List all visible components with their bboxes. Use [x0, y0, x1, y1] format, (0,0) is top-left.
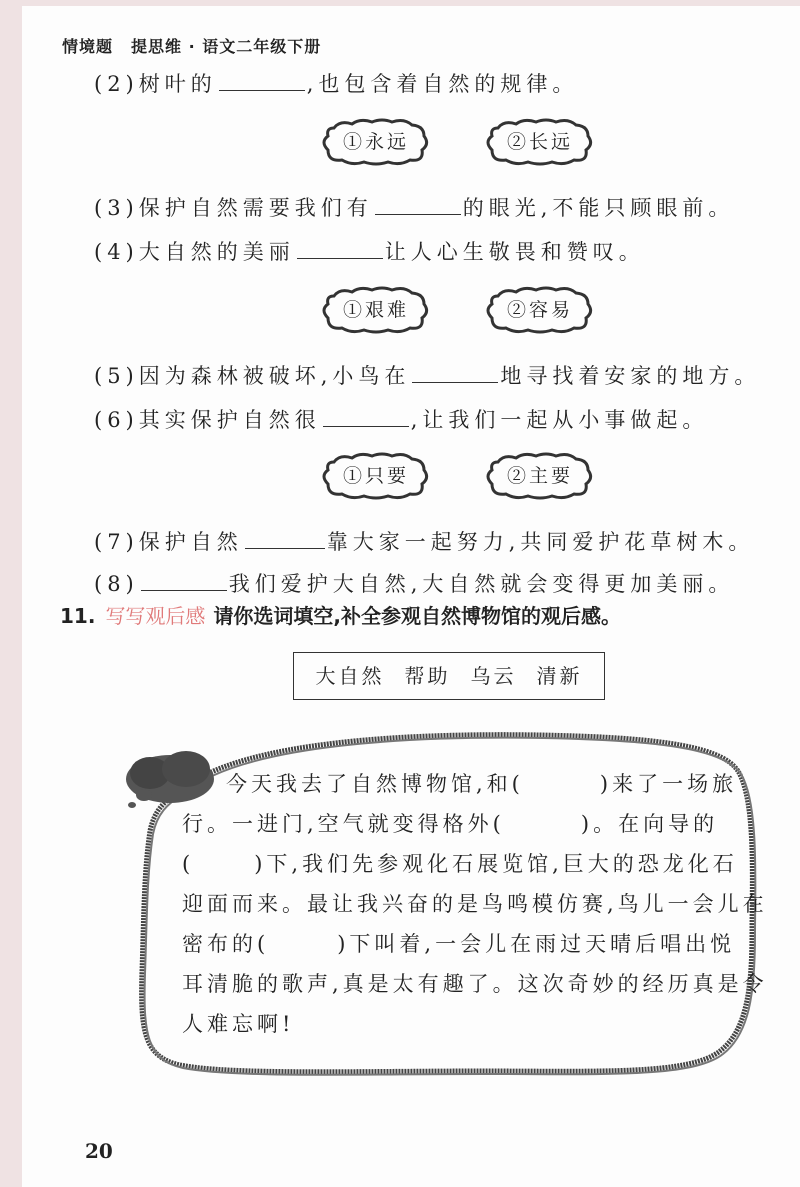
option-cloud[interactable]: ②主要 — [484, 452, 596, 500]
passage-line: 迎面而来。最让我兴奋的是鸟鸣模仿赛,鸟儿一会儿在 — [182, 892, 768, 916]
answer-blank[interactable] — [297, 236, 383, 259]
option-cloud[interactable]: ①永远 — [320, 118, 432, 166]
answer-blank[interactable] — [412, 360, 498, 383]
answer-blank[interactable] — [219, 68, 305, 91]
word-option: 清新 — [536, 664, 583, 688]
answer-blank[interactable] — [245, 526, 325, 549]
question-3: (3)保护自然需要我们有 的眼光,不能只顾眼前。 — [94, 192, 734, 222]
word-option: 大自然 — [315, 664, 385, 688]
question-instruction: 请你选词填空,补全参观自然博物馆的观后感。 — [213, 604, 622, 628]
header-section: 情境题 — [62, 37, 114, 56]
option-cloud[interactable]: ②长远 — [484, 118, 596, 166]
passage-line: ( )下,我们先参观化石展览馆,巨大的恐龙化石 — [182, 852, 738, 876]
passage-line: 密布的( )下叫着,一会儿在雨过天晴后唱出悦 — [182, 932, 736, 956]
word-option: 乌云 — [470, 664, 517, 688]
question-4: (4)大自然的美丽 让人心生敬畏和赞叹。 — [94, 236, 645, 266]
passage-line: 行。一进门,空气就变得格外( )。在向导的 — [182, 812, 719, 836]
answer-blank[interactable] — [323, 404, 409, 427]
question-8: (8) 我们爱护大自然,大自然就会变得更加美丽。 — [94, 568, 734, 598]
passage-line: 人难忘啊! — [182, 1012, 295, 1036]
answer-blank[interactable] — [375, 192, 461, 215]
reflection-passage — [182, 764, 768, 1044]
question-2: (2)树叶的 ,也包含着自然的规律。 — [94, 68, 578, 98]
option-cloud[interactable]: ②容易 — [484, 286, 596, 334]
page-header — [62, 34, 321, 57]
word-bank — [293, 652, 605, 700]
section-tag: 写写观后感 — [105, 604, 206, 628]
passage-line: 今天我去了自然博物馆,和( )来了一场旅 — [226, 772, 738, 796]
passage-line: 耳清脆的歌声,真是太有趣了。这次奇妙的经历真是令 — [182, 972, 768, 996]
option-cloud[interactable]: ①只要 — [320, 452, 432, 500]
page-number: 20 — [85, 1139, 113, 1163]
question-5: (5)因为森林被破坏,小鸟在 地寻找着安家的地方。 — [94, 360, 760, 390]
option-cloud[interactable]: ①艰难 — [320, 286, 432, 334]
answer-blank[interactable] — [141, 568, 227, 591]
question-11-heading — [60, 600, 621, 629]
header-book-title: 提思维 · 语文二年级下册 — [131, 37, 322, 56]
question-7: (7)保护自然 靠大家一起努力,共同爱护花草树木。 — [94, 526, 754, 556]
question-6: (6)其实保护自然很 ,让我们一起从小事做起。 — [94, 404, 708, 434]
question-number: 11. — [60, 604, 96, 628]
word-option: 帮助 — [404, 664, 451, 688]
